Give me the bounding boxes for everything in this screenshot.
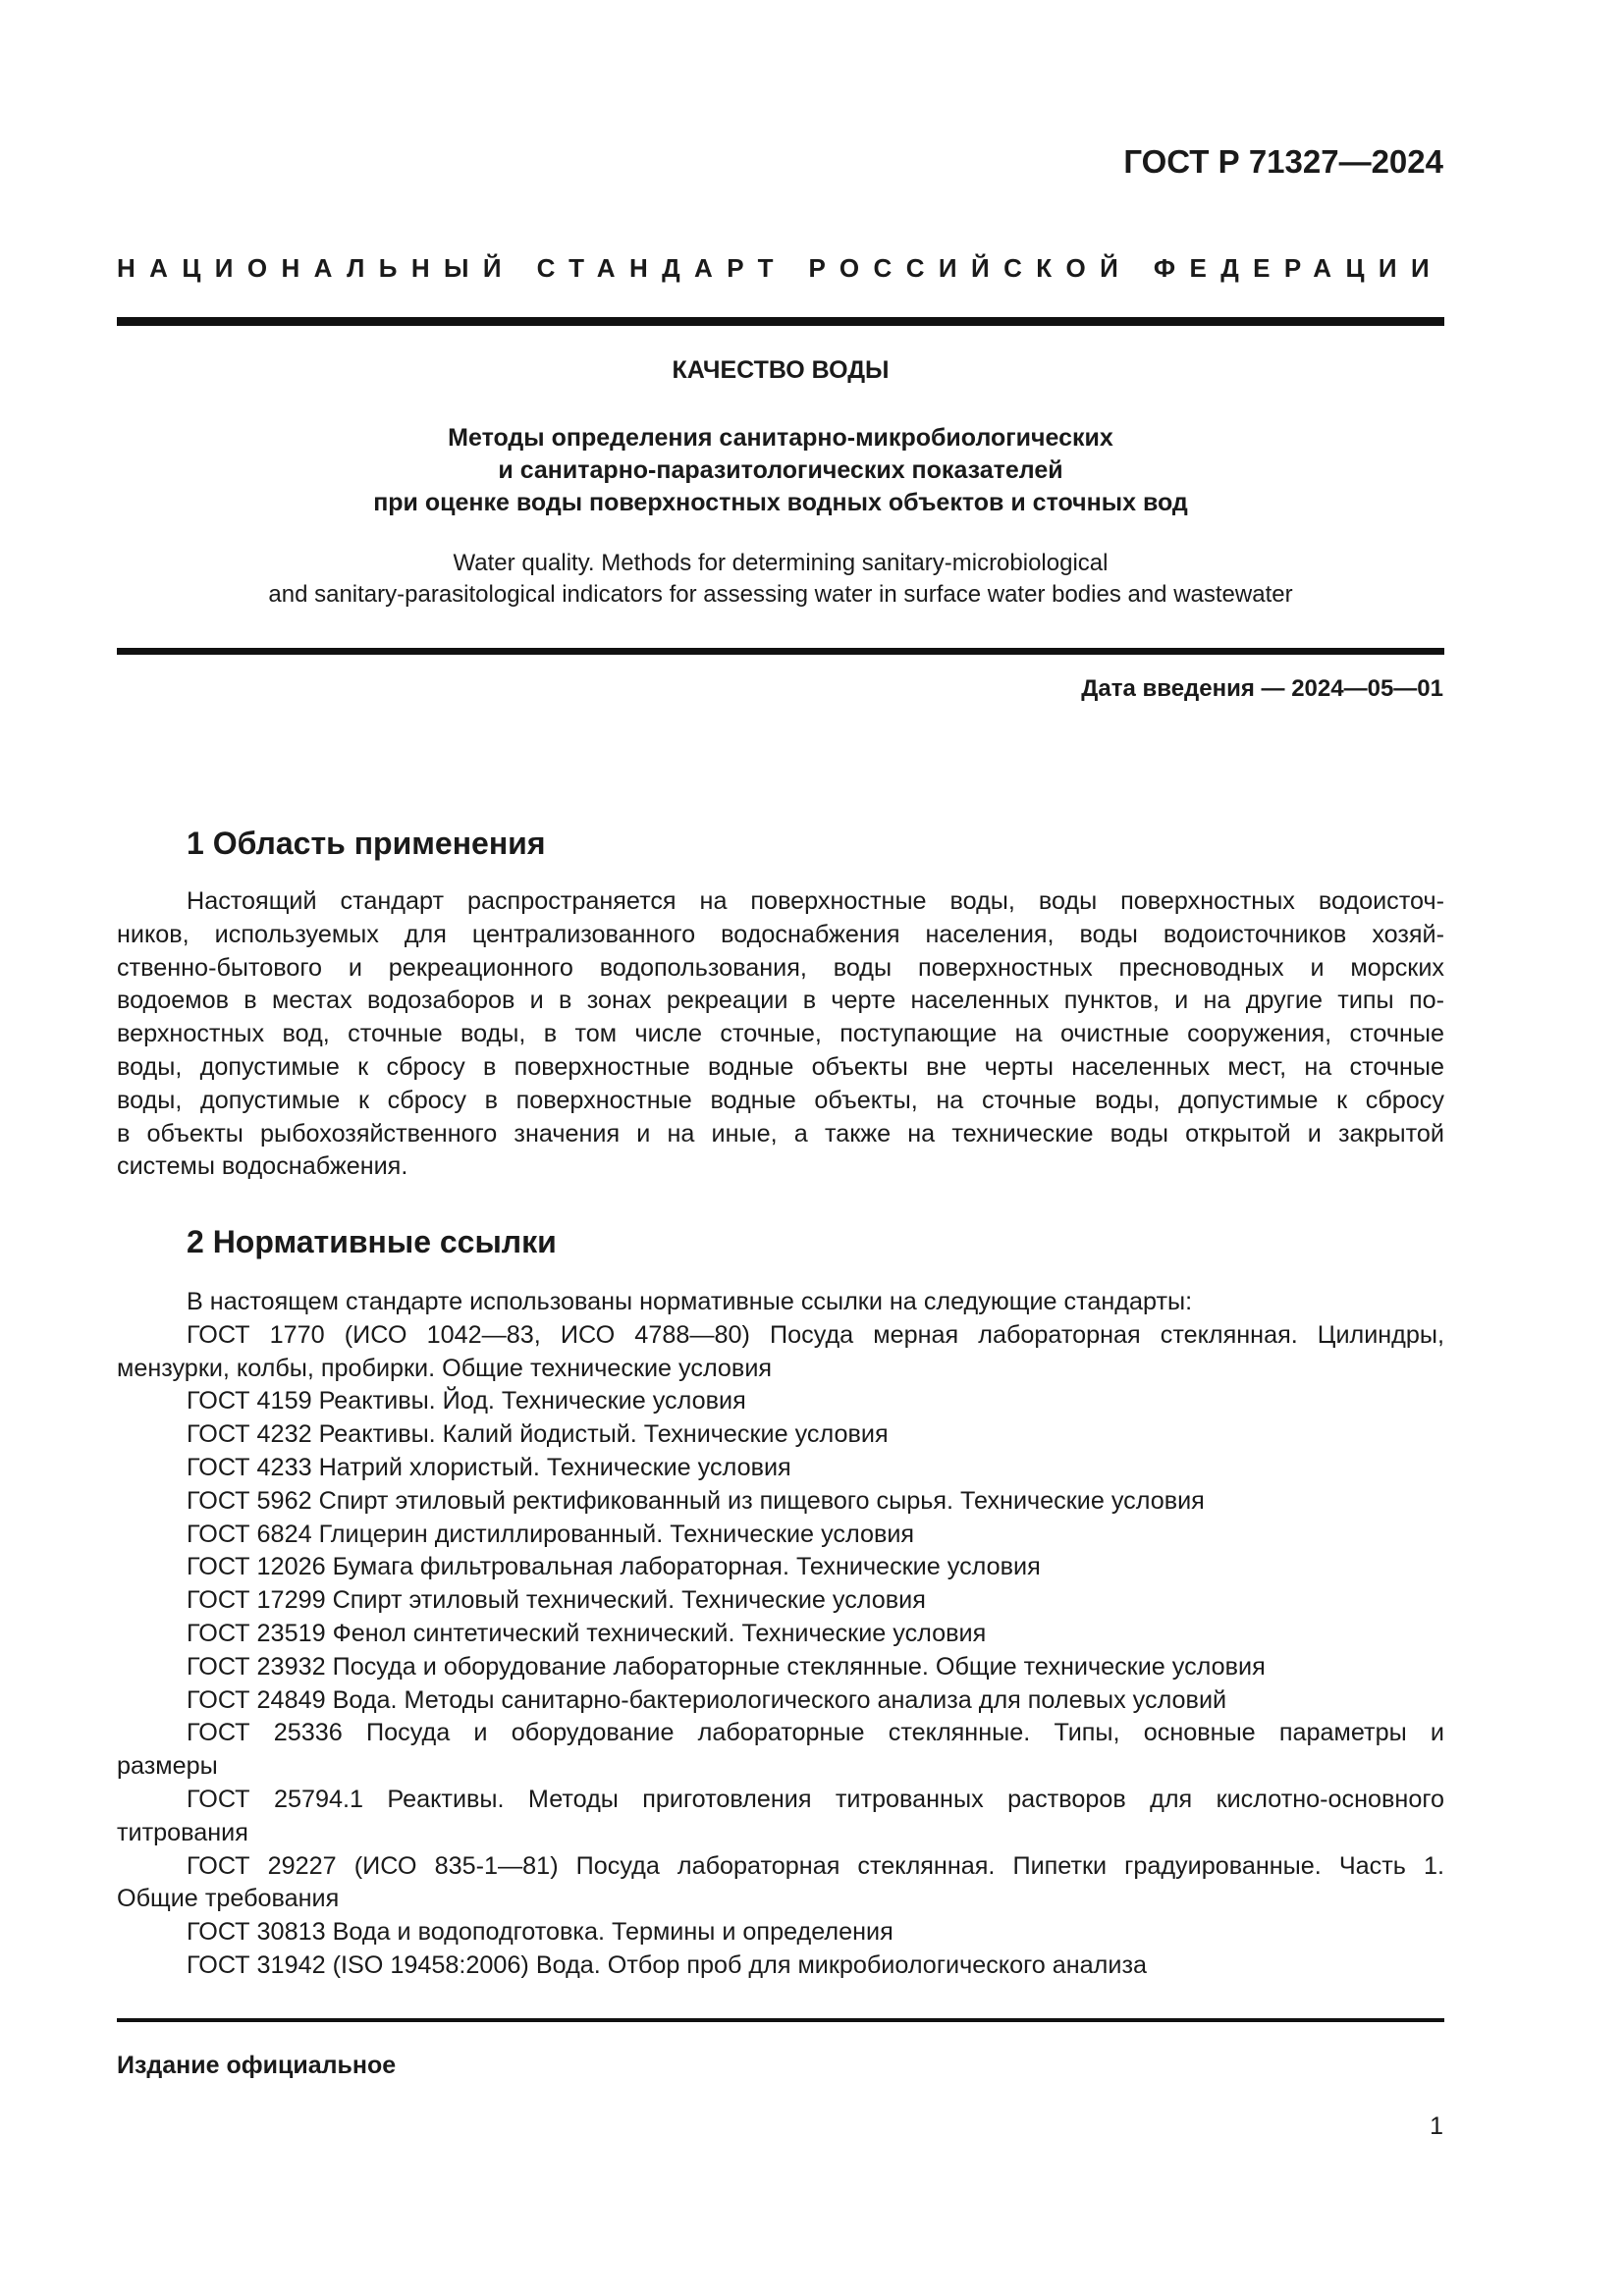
reference-line: ГОСТ 4233 Натрий хлористый. Технические условия (187, 1453, 791, 1481)
reference-line: ГОСТ 12026 Бумага фильтровальная лабораторная. Технические условия (187, 1553, 1041, 1581)
subtitle-line: Методы определения санитарно-микробиологических (448, 424, 1113, 452)
section-1-heading: 1 Область применения (187, 826, 546, 861)
reference-line: ГОСТ 25794.1 Реактивы. Методы приготовления титрованных растворов для кислотно-основного (187, 1785, 1444, 1813)
document-subtitle (117, 422, 1444, 519)
title-divider (117, 648, 1444, 655)
reference-line: ГОСТ 25336 Посуда и оборудование лабораторные стеклянные. Типы, основные параметры и (187, 1719, 1444, 1747)
subtitle-line: при оценке воды поверхностных водных объектов и сточных вод (373, 489, 1188, 516)
subtitle-line: и санитарно-паразитологических показателей (498, 456, 1063, 484)
reference-line: ГОСТ 6824 Глицерин дистиллированный. Технические условия (187, 1520, 915, 1548)
english-title-line: Water quality. Methods for determining sanitary-microbiological (453, 550, 1109, 576)
section-1-paragraph (117, 885, 1444, 1184)
document-title: КАЧЕСТВО ВОДЫ (672, 356, 890, 384)
reference-line: ГОСТ 30813 Вода и водоподготовка. Термины и определения (187, 1918, 893, 1947)
paragraph-line: ников, используемых для централизованного водоснабжения населения, воды водоисточников хозяй- (117, 920, 1444, 948)
reference-continuation: мензурки, колбы, пробирки. Общие технические условия (117, 1354, 773, 1382)
english-title (117, 548, 1444, 611)
reference-line: ГОСТ 23519 Фенол синтетический технический. Технические условия (187, 1619, 987, 1647)
section-2-heading: 2 Нормативные ссылки (187, 1224, 557, 1259)
reference-line: ГОСТ 5962 Спирт этиловый ректификованный из пищевого сырья. Технические условия (187, 1486, 1205, 1515)
normative-references-list (117, 1286, 1444, 1983)
reference-line: ГОСТ 1770 (ИСО 1042—83, ИСО 4788—80) Посуда мерная лабораторная стеклянная. Цилиндры, (187, 1320, 1444, 1349)
paragraph-line: ственно-бытового и рекреационного водопользования, воды поверхностных пресноводных и морских (117, 953, 1444, 982)
paragraph-line: в объекты рыбохозяйственного значения и на иные, а также на технические воды открытой и закрытой (117, 1119, 1444, 1148)
top-divider (117, 317, 1444, 326)
reference-line: ГОСТ 4159 Реактивы. Йод. Технические условия (187, 1387, 746, 1415)
standard-designation: ГОСТ Р 71327—2024 (1123, 143, 1443, 180)
paragraph-line: Настоящий стандарт распространяется на поверхностные воды, воды поверхностных водоисточ- (187, 887, 1444, 915)
edition-note: Издание официальное (117, 2052, 397, 2079)
references-intro: В настоящем стандарте использованы нормативные ссылки на следующие стандарты: (187, 1288, 1193, 1315)
english-title-line: and sanitary-parasitological indicators for assessing water in surface water bodies and wastewater (268, 581, 1293, 608)
paragraph-line: системы водоснабжения. (117, 1152, 408, 1181)
reference-continuation: титрования (117, 1818, 248, 1846)
reference-continuation: Общие требования (117, 1885, 340, 1913)
page-number: 1 (1430, 2112, 1443, 2140)
reference-line: ГОСТ 4232 Реактивы. Калий йодистый. Технические условия (187, 1420, 889, 1449)
paragraph-line: верхностных вод, сточные воды, в том числе сточные, поступающие на очистные сооружения, сточные (117, 1020, 1444, 1048)
reference-continuation: размеры (117, 1752, 218, 1781)
national-standard-banner: НАЦИОНАЛЬНЫЙ СТАНДАРТ РОССИЙСКОЙ ФЕДЕРАЦИИ (117, 253, 1444, 283)
reference-line: ГОСТ 24849 Вода. Методы санитарно-бактериологического анализа для полевых условий (187, 1685, 1227, 1714)
reference-line: ГОСТ 31942 (ISO 19458:2006) Вода. Отбор проб для микробиологического анализа (187, 1950, 1147, 1979)
paragraph-line: воды, допустимые к сбросу в поверхностные водные объекты, на сточные воды, допустимые к сбросу (117, 1086, 1444, 1114)
reference-line: ГОСТ 17299 Спирт этиловый технический. Технические условия (187, 1586, 926, 1615)
introduction-date: Дата введения — 2024—05—01 (1081, 675, 1443, 702)
footer-divider (117, 2018, 1444, 2022)
paragraph-line: воды, допустимые к сбросу в поверхностные водные объекты вне черты населенных мест, на сточные (117, 1052, 1444, 1081)
reference-line: ГОСТ 29227 (ИСО 835-1—81) Посуда лабораторная стеклянная. Пипетки градуированные. Часть 1. (187, 1851, 1444, 1880)
reference-line: ГОСТ 23932 Посуда и оборудование лабораторные стеклянные. Общие технические условия (187, 1652, 1266, 1681)
paragraph-line: водоемов в местах водозаборов и в зонах рекреации в черте населенных пунктов, и на другие типы по- (117, 987, 1444, 1015)
